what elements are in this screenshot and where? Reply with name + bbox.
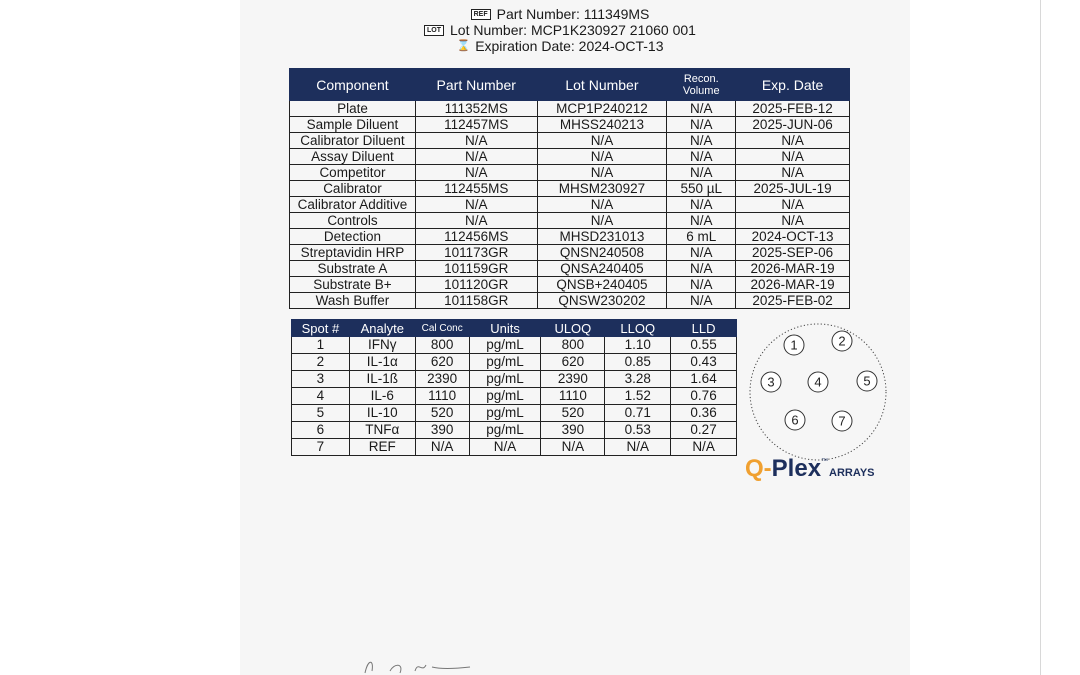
spot-cell: N/A	[671, 439, 737, 456]
spot-cell: 1.52	[605, 388, 671, 405]
expiration-line	[400, 38, 720, 54]
spots-header-row	[292, 320, 737, 337]
component-row	[290, 293, 850, 309]
components-col-lot-number: Lot Number	[537, 69, 667, 101]
spot-label: 4	[814, 374, 822, 390]
spot-cell: N/A	[605, 439, 671, 456]
lot-symbol-icon: LOT	[424, 25, 444, 36]
component-cell: N/A	[667, 197, 736, 213]
component-row	[290, 197, 850, 213]
component-cell: Assay Diluent	[290, 149, 416, 165]
spot-cell: 390	[415, 422, 469, 439]
spot-cell: 620	[415, 354, 469, 371]
spot-row	[292, 422, 737, 439]
component-row	[290, 165, 850, 181]
component-cell: N/A	[415, 149, 537, 165]
spot-cell: 3	[292, 371, 350, 388]
component-row	[290, 245, 850, 261]
component-cell: Wash Buffer	[290, 293, 416, 309]
spot-cell: 800	[541, 337, 605, 354]
spots-col-analyte: Analyte	[349, 320, 415, 337]
component-cell: QNSA240405	[537, 261, 667, 277]
component-row	[290, 277, 850, 293]
spot-layout-diagram	[748, 322, 888, 462]
component-cell: Controls	[290, 213, 416, 229]
spot-5	[857, 371, 877, 391]
spot-row	[292, 371, 737, 388]
spots-body	[292, 337, 737, 456]
logo-q: Q-	[745, 455, 772, 482]
spot-cell: IL-10	[349, 405, 415, 422]
spot-cell: pg/mL	[469, 371, 541, 388]
spot-cell: N/A	[469, 439, 541, 456]
component-cell: 2025-FEB-12	[736, 101, 850, 117]
component-cell: 2026-MAR-19	[736, 277, 850, 293]
spot-cell: 0.27	[671, 422, 737, 439]
component-cell: 2025-JUL-19	[736, 181, 850, 197]
components-header-row	[290, 69, 850, 101]
component-cell: MHSD231013	[537, 229, 667, 245]
spot-cell: 390	[541, 422, 605, 439]
components-body	[290, 101, 850, 309]
spot-row	[292, 337, 737, 354]
logo-trademark: ™	[821, 458, 829, 465]
spot-cell: 2390	[541, 371, 605, 388]
spot-cell: 1110	[541, 388, 605, 405]
handwritten-mark	[360, 655, 520, 675]
components-table	[289, 68, 850, 309]
component-cell: N/A	[736, 197, 850, 213]
spot-cell: 2	[292, 354, 350, 371]
component-cell: N/A	[667, 133, 736, 149]
spot-cell: 0.85	[605, 354, 671, 371]
spot-cell: IL-1α	[349, 354, 415, 371]
component-cell: N/A	[415, 165, 537, 181]
spot-cell: 0.36	[671, 405, 737, 422]
component-cell: 111352MS	[415, 101, 537, 117]
spot-cell: N/A	[541, 439, 605, 456]
ref-symbol-icon: REF	[471, 9, 491, 20]
component-cell: Detection	[290, 229, 416, 245]
spots-col-lloq: LLOQ	[605, 320, 671, 337]
spot-cell: 3.28	[605, 371, 671, 388]
component-cell: 2026-MAR-19	[736, 261, 850, 277]
component-cell: MCP1P240212	[537, 101, 667, 117]
component-cell: N/A	[667, 277, 736, 293]
component-cell: 2025-JUN-06	[736, 117, 850, 133]
spot-cell: 2390	[415, 371, 469, 388]
component-row	[290, 229, 850, 245]
component-cell: Competitor	[290, 165, 416, 181]
component-cell: N/A	[667, 165, 736, 181]
spot-cell: IL-1ß	[349, 371, 415, 388]
component-cell: N/A	[667, 117, 736, 133]
lot-number-line	[400, 22, 720, 38]
component-cell: N/A	[736, 213, 850, 229]
spot-1	[784, 335, 804, 355]
component-cell: QNSN240508	[537, 245, 667, 261]
component-row	[290, 117, 850, 133]
component-cell: 101158GR	[415, 293, 537, 309]
components-col-component: Component	[290, 69, 416, 101]
spot-cell: 800	[415, 337, 469, 354]
page-edge-divider	[1040, 0, 1041, 675]
spot-cell: 0.43	[671, 354, 737, 371]
spot-2	[832, 331, 852, 351]
spots-col-spot: Spot #	[292, 320, 350, 337]
spot-cell: pg/mL	[469, 405, 541, 422]
component-cell: N/A	[736, 133, 850, 149]
spot-cell: 520	[541, 405, 605, 422]
component-cell: N/A	[667, 213, 736, 229]
spot-7	[832, 411, 852, 431]
spot-cell: IFNγ	[349, 337, 415, 354]
spot-cell: IL-6	[349, 388, 415, 405]
spot-cell: REF	[349, 439, 415, 456]
spots-col-cal-conc: Cal Conc	[415, 320, 469, 337]
lot-number-text: Lot Number: MCP1K230927 21060 001	[450, 22, 696, 38]
component-cell: Calibrator Diluent	[290, 133, 416, 149]
spot-label: 1	[790, 337, 798, 353]
component-row	[290, 101, 850, 117]
component-cell: Streptavidin HRP	[290, 245, 416, 261]
component-row	[290, 181, 850, 197]
spot-3	[761, 372, 781, 392]
hourglass-icon: ⌛	[456, 40, 471, 52]
component-cell: Substrate A	[290, 261, 416, 277]
spot-6	[785, 410, 805, 430]
components-col-part-number: Part Number	[415, 69, 537, 101]
spot-cell: pg/mL	[469, 388, 541, 405]
spot-cell: 1110	[415, 388, 469, 405]
spot-label: 2	[838, 333, 846, 349]
component-cell: 101159GR	[415, 261, 537, 277]
component-cell: 2025-SEP-06	[736, 245, 850, 261]
component-cell: N/A	[415, 133, 537, 149]
component-cell: 2025-FEB-02	[736, 293, 850, 309]
kit-header	[400, 6, 720, 54]
logo-plex: Plex	[771, 455, 822, 482]
spots-col-units: Units	[469, 320, 541, 337]
component-cell: 2024-OCT-13	[736, 229, 850, 245]
spot-cell: TNFα	[349, 422, 415, 439]
component-cell: 112457MS	[415, 117, 537, 133]
component-row	[290, 261, 850, 277]
component-cell: 6 mL	[667, 229, 736, 245]
component-cell: Calibrator	[290, 181, 416, 197]
spot-row	[292, 388, 737, 405]
expiration-text: Expiration Date: 2024-OCT-13	[475, 38, 664, 54]
component-cell: N/A	[537, 213, 667, 229]
component-row	[290, 149, 850, 165]
part-number-text: Part Number: 111349MS	[496, 6, 650, 22]
components-col-exp-date: Exp. Date	[736, 69, 850, 101]
component-cell: MHSS240213	[537, 117, 667, 133]
component-cell: 112455MS	[415, 181, 537, 197]
spot-cell: 0.76	[671, 388, 737, 405]
spot-row	[292, 354, 737, 371]
spot-cell: 0.55	[671, 337, 737, 354]
spot-cell: 4	[292, 388, 350, 405]
spot-cell: 520	[415, 405, 469, 422]
component-cell: N/A	[415, 213, 537, 229]
spot-row	[292, 405, 737, 422]
component-cell: N/A	[667, 245, 736, 261]
component-cell: N/A	[667, 101, 736, 117]
component-row	[290, 213, 850, 229]
component-cell: N/A	[736, 165, 850, 181]
spot-cell: 7	[292, 439, 350, 456]
component-cell: QNSB+240405	[537, 277, 667, 293]
spot-cell: pg/mL	[469, 337, 541, 354]
spot-label: 6	[791, 412, 799, 428]
component-cell: N/A	[736, 149, 850, 165]
analyte-spots-table	[291, 319, 737, 456]
spot-cell: 0.53	[605, 422, 671, 439]
component-cell: 101120GR	[415, 277, 537, 293]
spot-cell: 620	[541, 354, 605, 371]
component-row	[290, 133, 850, 149]
component-cell: Substrate B+	[290, 277, 416, 293]
component-cell: N/A	[537, 133, 667, 149]
q-plex-arrays-logo	[745, 455, 875, 483]
spots-col-uloq: ULOQ	[541, 320, 605, 337]
component-cell: MHSM230927	[537, 181, 667, 197]
component-cell: N/A	[537, 149, 667, 165]
part-number-line	[400, 6, 720, 22]
spot-cell: 1	[292, 337, 350, 354]
component-cell: N/A	[415, 197, 537, 213]
spot-row	[292, 439, 737, 456]
component-cell: Plate	[290, 101, 416, 117]
spot-4	[808, 372, 828, 392]
logo-arrays: ARRAYS	[829, 467, 875, 479]
spot-cell: 1.64	[671, 371, 737, 388]
component-cell: N/A	[667, 149, 736, 165]
component-cell: 112456MS	[415, 229, 537, 245]
spots-col-lld: LLD	[671, 320, 737, 337]
component-cell: N/A	[537, 197, 667, 213]
component-cell: N/A	[667, 261, 736, 277]
spot-cell: N/A	[415, 439, 469, 456]
component-cell: N/A	[537, 165, 667, 181]
component-cell: 101173GR	[415, 245, 537, 261]
spot-cell: pg/mL	[469, 354, 541, 371]
spot-cell: 6	[292, 422, 350, 439]
component-cell: QNSW230202	[537, 293, 667, 309]
component-cell: N/A	[667, 293, 736, 309]
spot-cell: 0.71	[605, 405, 671, 422]
component-cell: Sample Diluent	[290, 117, 416, 133]
spot-label: 7	[838, 413, 846, 429]
component-cell: Calibrator Additive	[290, 197, 416, 213]
spot-cell: pg/mL	[469, 422, 541, 439]
component-cell: 550 µL	[667, 181, 736, 197]
spot-label: 3	[767, 374, 775, 390]
components-col-recon-volume: Recon. Volume	[667, 69, 736, 101]
spot-cell: 1.10	[605, 337, 671, 354]
spot-label: 5	[863, 373, 871, 389]
spot-cell: 5	[292, 405, 350, 422]
